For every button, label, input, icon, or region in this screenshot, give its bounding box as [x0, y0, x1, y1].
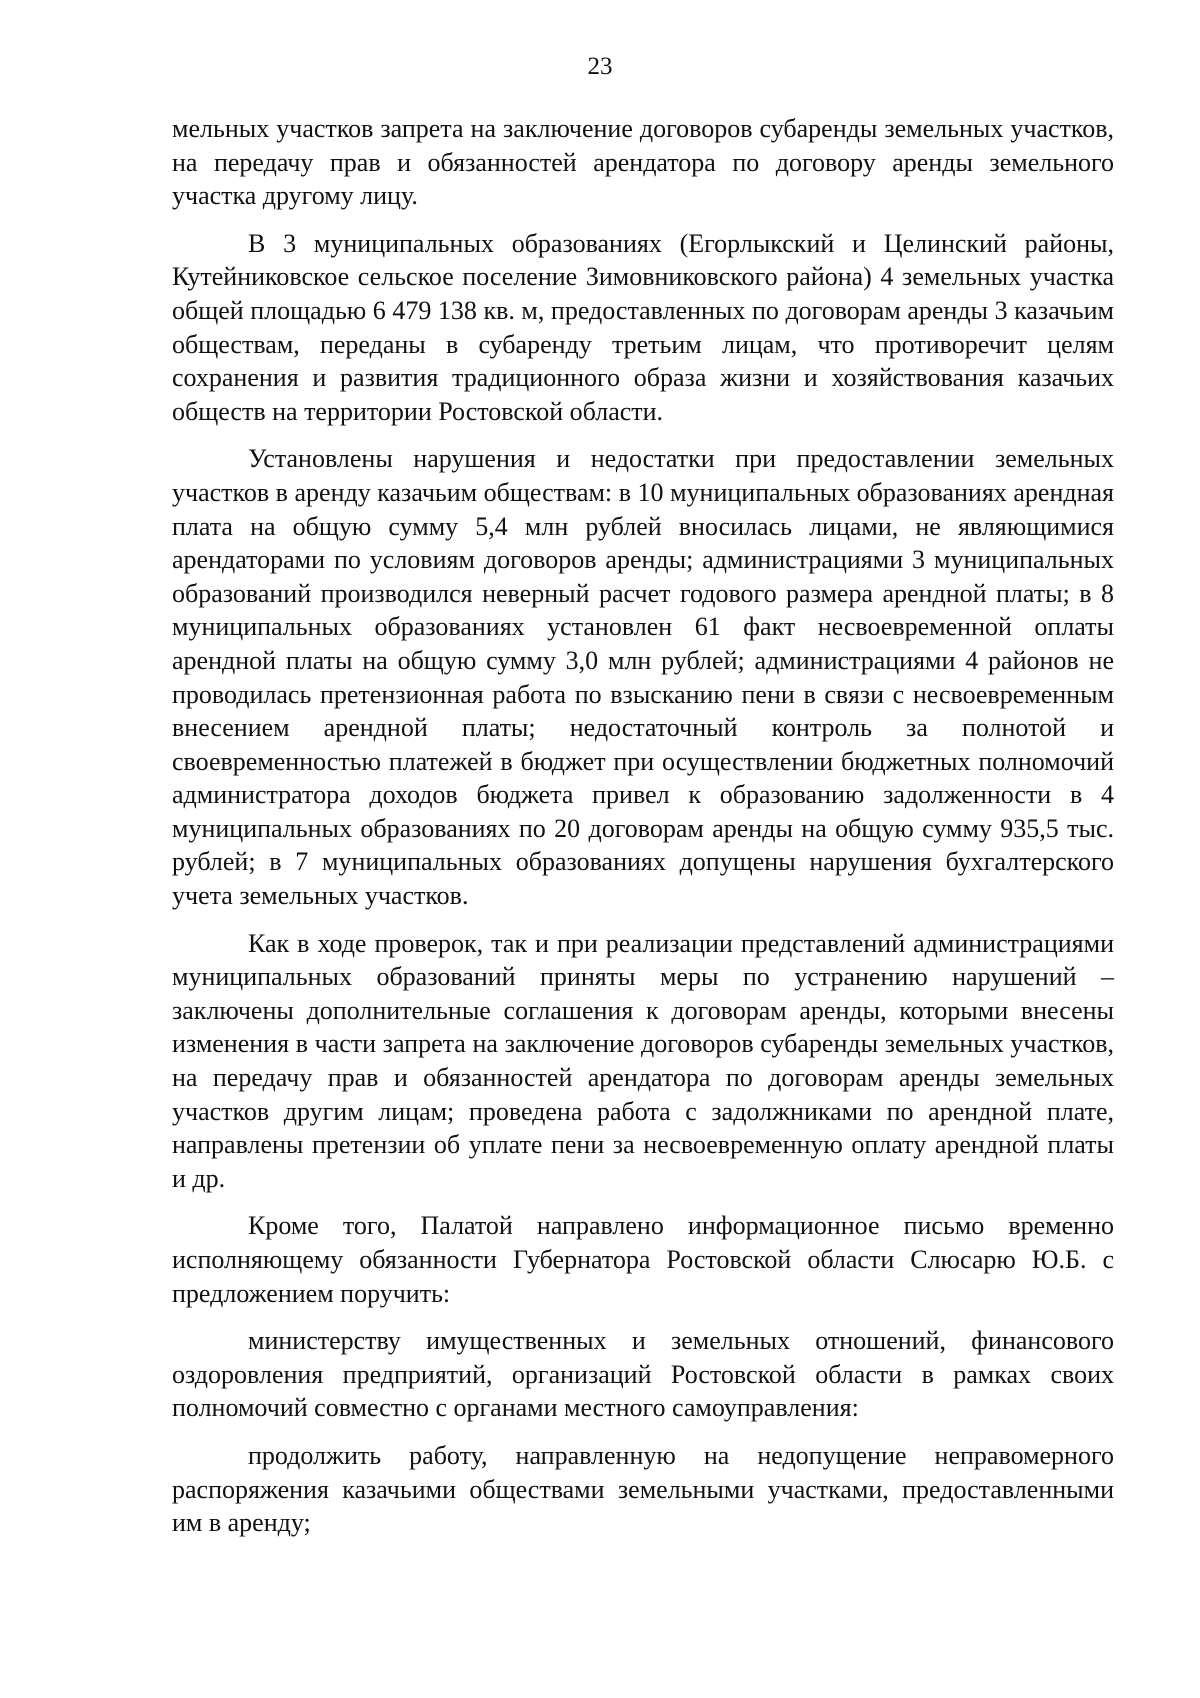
- paragraph-continue-work: продолжить работу, направленную на недопущение неправомерного распоряжения казачьими обществами земельными участками, предоставленными им в аренду;: [172, 1440, 1114, 1538]
- paragraph-remedial-measures: Как в ходе проверок, так и при реализации представлений администрациями муниципальных образований приняты меры по устранению нарушений – заключены дополнительные соглашения к договорам аренды, которыми внесены изменения в части запрета на заключение договоров субаренды земельных участков, на передачу прав и обязанностей арендатора по договорам аренды земельных участков другим лицам; проведена работа с задолжниками по арендной плате, направлены претензии об уплате пени за несвоевременную оплату арендной платы и др.: [172, 928, 1114, 1193]
- paragraph-ministry-instruction: министерству имущественных и земельных отношений, финансового оздоровления предприятий, организаций Ростовской области в рамках своих полномочий совместно с органами местного самоуправления:: [172, 1326, 1114, 1423]
- paragraph-information-letter: Кроме того, Палатой направлено информационное письмо временно исполняющему обязанности Губернатора Ростовской области Слюсарю Ю.Б. с предложением поручить:: [172, 1211, 1114, 1308]
- body-text: [172, 112, 1114, 1554]
- page-number: 23: [587, 53, 613, 80]
- paragraph-sublease-violations: В 3 муниципальных образованиях (Егорлыкский и Целинский районы, Кутейниковское сельское поселение Зимовниковского района) 4 земельных участка общей площадью 6 479 138 кв. м, предоставленных по договорам аренды 3 казачьим обществам, переданы в субаренду третьим лицам, что противоречит целям сохранения и развития традиционного образа жизни и хозяйствования казачьих обществ на территории Ростовской области.: [172, 228, 1114, 426]
- paragraph-lease-deficiencies: Установлены нарушения и недостатки при предоставлении земельных участков в аренду казачьим обществам: в 10 муниципальных образованиях арендная плата на общую сумму 5,4 млн рублей вносилась лицами, не являющимися арендаторами по условиям договоров аренды; администрациями 3 муниципальных образований производился неверный расчет годового размера арендной платы; в 8 муниципальных образованиях установлен 61 факт несвоевременной оплаты арендной платы на общую сумму 3,0 млн рублей; администрациями 4 районов не проводилась претензионная работа по взысканию пени в связи с несвоевременным внесением арендной платы; недостаточный контроль за полнотой и своевременностью платежей в бюджет при осуществлении бюджетных полномочий администратора доходов бюджета привел к образованию задолженности в 4 муниципальных образованиях по 20 договорам аренды на общую сумму 935,5 тыс. рублей; в 7 муниципальных образованиях допущены нарушения бухгалтерского учета земельных участков.: [172, 444, 1114, 911]
- paragraph-continuation: мельных участков запрета на заключение договоров субаренды земельных участков, на передачу прав и обязанностей арендатора по договору аренды земельного участка другому лицу.: [172, 114, 1114, 211]
